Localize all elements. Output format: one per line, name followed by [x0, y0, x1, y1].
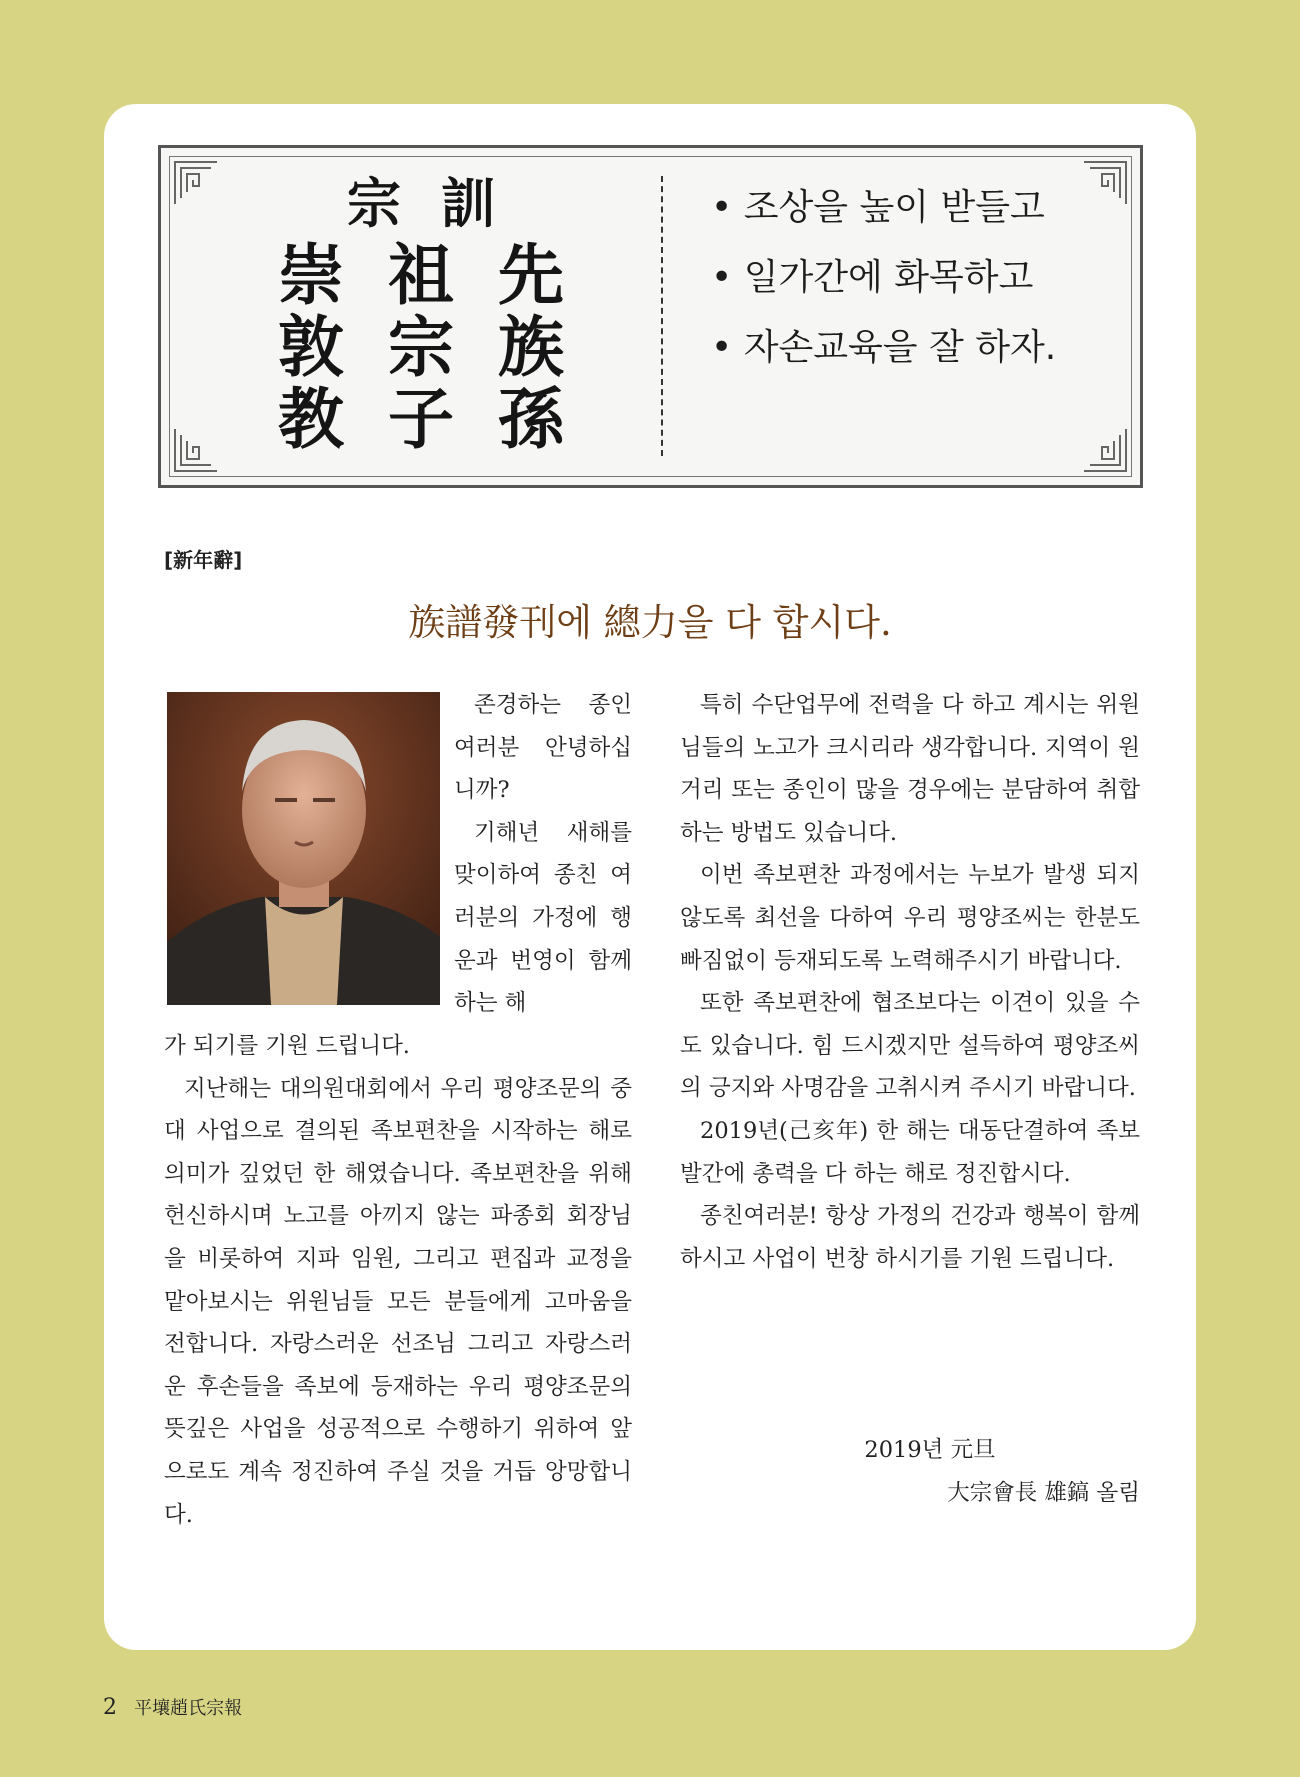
- motto-character: 祖: [388, 236, 454, 314]
- right-column: [680, 684, 1140, 1280]
- motto-divider: [661, 176, 663, 456]
- intro-text: [454, 684, 632, 1025]
- publication-name: 平壤趙氏宗報: [134, 1698, 243, 1719]
- page-card: [104, 104, 1196, 1650]
- signature-date: 2019년 元旦: [864, 1437, 996, 1463]
- article-headline: 族譜發刊에 總力을 다 합시다.: [408, 601, 892, 644]
- corner-ornament-icon: [173, 427, 219, 473]
- motto-line: • 일가간에 화목하고: [711, 258, 1056, 298]
- corner-ornament-icon: [1082, 427, 1128, 473]
- motto-lines: [711, 188, 1056, 398]
- motto-character: 崇: [278, 236, 344, 314]
- motto-calligraphy: [256, 170, 586, 458]
- signature-name: 大宗會長 雄鎬 올림: [947, 1480, 1140, 1506]
- intro-paragraph: 기해년 새해를 맞이하여 종친 여러분의 가정에 행운과 번영이 함께하는 해: [454, 819, 632, 1017]
- motto-character: 族: [498, 308, 564, 386]
- motto-character: 子: [388, 380, 454, 458]
- motto-character: 敦: [278, 308, 344, 386]
- section-tag: [新年辭]: [164, 548, 243, 572]
- motto-characters: [256, 236, 586, 458]
- body-paragraph: 가 되기를 기원 드립니다.: [164, 1033, 410, 1059]
- page-number: 2: [103, 1695, 117, 1720]
- motto-line: • 조상을 높이 받들고: [711, 188, 1056, 228]
- corner-ornament-icon: [1082, 160, 1128, 206]
- intro-paragraph: 존경하는 종인 여러분 안녕하십니까?: [454, 692, 632, 804]
- motto-title: 宗訓: [347, 171, 535, 235]
- page-footer: [103, 1694, 242, 1720]
- corner-ornament-icon: [173, 160, 219, 206]
- left-body: [164, 1025, 632, 1536]
- motto-character: 孫: [498, 380, 564, 458]
- motto-character: 教: [278, 380, 344, 458]
- body-paragraph: 특히 수단업무에 전력을 다 하고 계시는 위원님들의 노고가 크시리라 생각합니다. 지역이 원거리 또는 종인이 많을 경우에는 분담하여 취합하는 방법도 있습니다.: [680, 692, 1140, 846]
- family-motto-box: [158, 145, 1143, 488]
- body-paragraph: 또한 족보편찬에 협조보다는 이견이 있을 수도 있습니다. 힘 드시겠지만 설득하여 평양조씨의 긍지와 사명감을 고취시켜 주시기 바랍니다.: [680, 990, 1140, 1102]
- author-portrait-photo: [167, 692, 440, 1005]
- motto-character: 宗: [388, 308, 454, 386]
- body-paragraph: 이번 족보편찬 과정에서는 누보가 발생 되지 않도록 최선을 다하여 우리 평양조씨는 한분도 빠짐없이 등재되도록 노력해주시기 바랍니다.: [680, 862, 1140, 974]
- body-paragraph: 종친여러분! 항상 가정의 건강과 행복이 함께하시고 사업이 번창 하시기를 기원 드립니다.: [680, 1203, 1140, 1272]
- body-paragraph: 2019년(己亥年) 한 해는 대동단결하여 족보발간에 총력을 다 하는 해로 정진합시다.: [680, 1117, 1140, 1187]
- body-paragraph: 지난해는 대의원대회에서 우리 평양조문의 중대 사업으로 결의된 족보편찬을 시작하는 해로 의미가 깊었던 한 해였습니다. 족보편찬을 위해 헌신하시며 노고를 아끼지 않는 파종회 회장님을 비롯하여 지파 임원, 그리고 편집과 교정을 맡아보시는 위원님들 모든 분들에게 고마움을 전합니다. 자랑스러운 선조님 그리고 자랑스러운 후손들을 족보에 등재하는 우리 평양조문의 뜻깊은 사업을 성공적으로 수행하기 위하여 앞으로도 계속 정진하여 주실 것을 거듭 앙망합니다.: [164, 1075, 632, 1528]
- motto-line: • 자손교육을 잘 하자.: [711, 328, 1056, 368]
- motto-character: 先: [498, 236, 564, 314]
